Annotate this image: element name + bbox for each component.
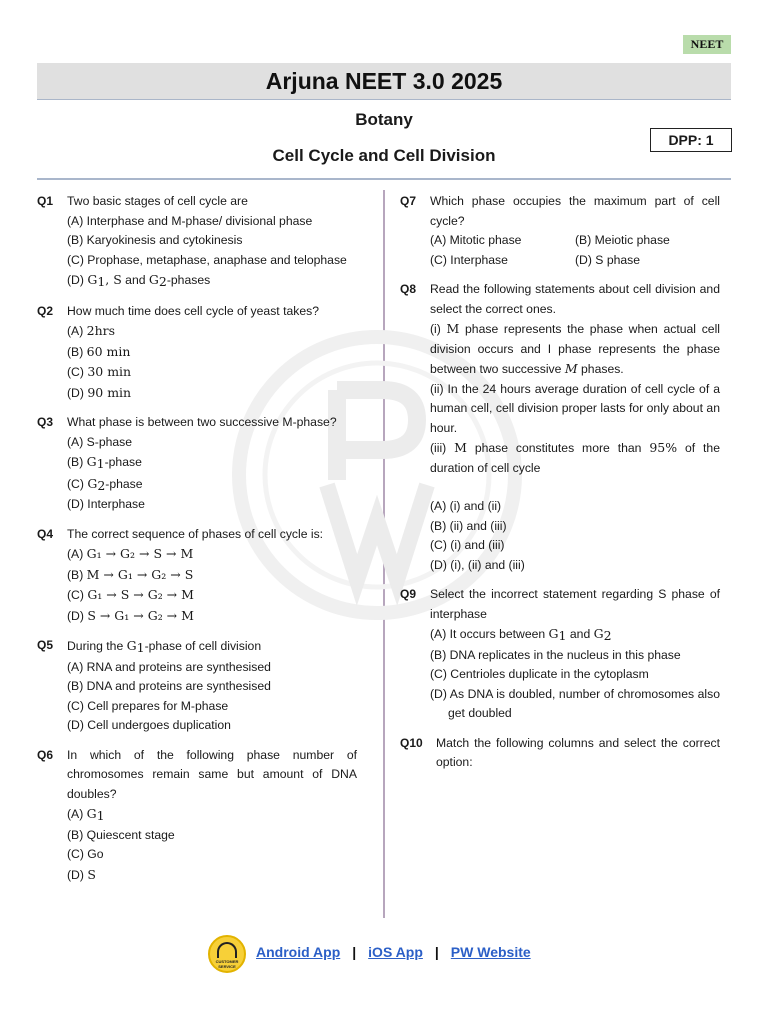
statement-i: (i) M phase represents the phase when actual cell division occurs and I phase represents the phase between two successive M phases. xyxy=(430,321,720,376)
option-b[interactable]: (B) 60 min xyxy=(67,343,131,359)
question-stem: Match the following columns and select the correct option: xyxy=(436,735,720,769)
question-stem: What phase is between two successive M-phase? xyxy=(67,415,337,429)
question-stem: In which of the following phase number of chromosomes remain same but amount of DNA doubles? xyxy=(67,747,357,801)
footer xyxy=(0,935,768,975)
headset-icon xyxy=(217,942,237,958)
option-b[interactable]: (B) Karyokinesis and cytokinesis xyxy=(67,233,243,247)
option-b[interactable]: (B) M → G₁ → G₂ → S xyxy=(67,566,194,582)
option-c[interactable]: (C) Go xyxy=(67,847,104,861)
right-column xyxy=(400,192,720,783)
statement-ii: (ii) In the 24 hours average duration of cell cycle of a human cell, cell division proper lasts for only about an hour. xyxy=(430,381,720,435)
option-c[interactable]: (C) (i) and (iii) xyxy=(430,538,505,552)
option-c[interactable]: (C) 30 min xyxy=(67,364,132,379)
question-number: Q7 xyxy=(400,194,417,208)
option-a[interactable]: (A) Interphase and M-phase/ divisional phase xyxy=(67,213,313,228)
chapter-heading: Cell Cycle and Cell Division xyxy=(272,146,496,165)
option-a[interactable]: (A) Mitotic phase xyxy=(430,233,522,247)
option-c[interactable]: (C) G₁ → S → G₂ → M xyxy=(67,587,194,602)
question-number: Q4 xyxy=(37,526,54,541)
option-a[interactable]: (A) S-phase xyxy=(67,434,133,449)
question-8 xyxy=(400,280,720,575)
question-stem: Which phase occupies the maximum part of cell cycle? xyxy=(430,194,720,228)
option-a[interactable]: (A) RNA and proteins are synthesised xyxy=(67,659,271,674)
option-d[interactable]: (D) S phase xyxy=(575,252,641,267)
question-stem: How much time does cell cycle of yeast takes? xyxy=(67,303,319,318)
question-7 xyxy=(400,192,720,270)
dpp-label: DPP: 1 xyxy=(650,128,732,152)
question-number: Q8 xyxy=(400,282,417,296)
neet-badge: NEET xyxy=(683,35,731,54)
option-d[interactable]: (D) $G_1$, S and $G_2$-phases xyxy=(67,272,211,289)
option-b[interactable]: (B) Quiescent stage xyxy=(67,827,175,842)
header-divider xyxy=(37,178,731,180)
option-b[interactable]: (B) (ii) and (iii) xyxy=(430,518,507,533)
option-d[interactable]: (D) (i), (ii) and (iii) xyxy=(430,557,525,572)
question-stem: Two basic stages of cell cycle are xyxy=(67,194,248,208)
option-d[interactable]: (D) S xyxy=(67,866,96,882)
question-number: Q5 xyxy=(37,638,54,652)
question-stem: Select the incorrect statement regarding S phase of interphase xyxy=(430,587,720,621)
option-c[interactable]: (C) Interphase xyxy=(430,252,508,267)
question-10 xyxy=(400,734,720,773)
option-d[interactable]: (D) As DNA is doubled, number of chromosomes also get doubled xyxy=(430,686,720,720)
question-4 xyxy=(37,525,357,627)
option-c[interactable]: (C) Prophase, metaphase, anaphase and telophase xyxy=(67,252,347,267)
question-number: Q3 xyxy=(37,415,54,429)
question-number: Q10 xyxy=(400,735,423,750)
options-grid xyxy=(430,231,720,270)
ios-app-link[interactable]: iOS App xyxy=(368,944,423,960)
option-d[interactable]: (D) 90 min xyxy=(67,384,132,400)
pw-website-link[interactable]: PW Website xyxy=(450,944,531,960)
option-b[interactable]: (B) DNA replicates in the nucleus in this phase xyxy=(430,647,681,662)
option-a[interactable]: (A) 2hrs xyxy=(67,323,116,338)
option-b[interactable]: (B) Meiotic phase xyxy=(575,233,670,247)
subject-heading: Botany xyxy=(355,110,413,129)
question-number: Q9 xyxy=(400,587,417,601)
question-1 xyxy=(37,192,357,292)
question-stem: The correct sequence of phases of cell cycle is: xyxy=(67,526,324,541)
column-divider xyxy=(383,190,385,918)
question-number: Q2 xyxy=(37,303,54,318)
question-3 xyxy=(37,413,357,515)
option-a[interactable]: (A) $G_1$ xyxy=(67,806,105,823)
option-a[interactable]: (A) (i) and (ii) xyxy=(430,499,502,513)
question-stem: During the $G_1$-phase of cell division xyxy=(67,638,262,655)
option-d[interactable]: (D) Interphase xyxy=(67,497,145,511)
customer-service-label: CUSTOMER SERVICE xyxy=(215,959,239,969)
option-c[interactable]: (C) Centrioles duplicate in the cytoplasm xyxy=(430,667,649,681)
page-title: Arjuna NEET 3.0 2025 xyxy=(37,63,731,100)
question-number: Q6 xyxy=(37,747,54,762)
link-separator: | xyxy=(434,944,439,960)
question-6 xyxy=(37,746,357,886)
link-separator: | xyxy=(352,944,357,960)
question-number: Q1 xyxy=(37,194,54,208)
statement-iii: (iii) M phase constitutes more than 95% of the duration of cell cycle xyxy=(430,440,720,475)
option-c[interactable]: (C) $G_2$-phase xyxy=(67,475,143,493)
option-d[interactable]: (D) Cell undergoes duplication xyxy=(67,718,231,732)
option-a[interactable]: (A) It occurs between $G_1$ and $G_2$ xyxy=(430,626,612,643)
question-stem: Read the following statements about cell division and select the correct ones. xyxy=(430,282,720,316)
question-2 xyxy=(37,302,357,404)
option-b[interactable]: (B) $G_1$-phase xyxy=(67,454,142,471)
option-b[interactable]: (B) DNA and proteins are synthesised xyxy=(67,679,271,693)
option-d[interactable]: (D) S → G₁ → G₂ → M xyxy=(67,607,194,623)
option-a[interactable]: (A) G₁ → G₂ → S → M xyxy=(67,546,194,561)
question-5 xyxy=(37,636,357,736)
footer-links xyxy=(256,944,531,960)
android-app-link[interactable]: Android App xyxy=(256,944,341,960)
customer-service-icon[interactable] xyxy=(208,935,246,973)
option-c[interactable]: (C) Cell prepares for M-phase xyxy=(67,698,229,713)
left-column xyxy=(37,192,357,895)
question-9 xyxy=(400,585,720,724)
